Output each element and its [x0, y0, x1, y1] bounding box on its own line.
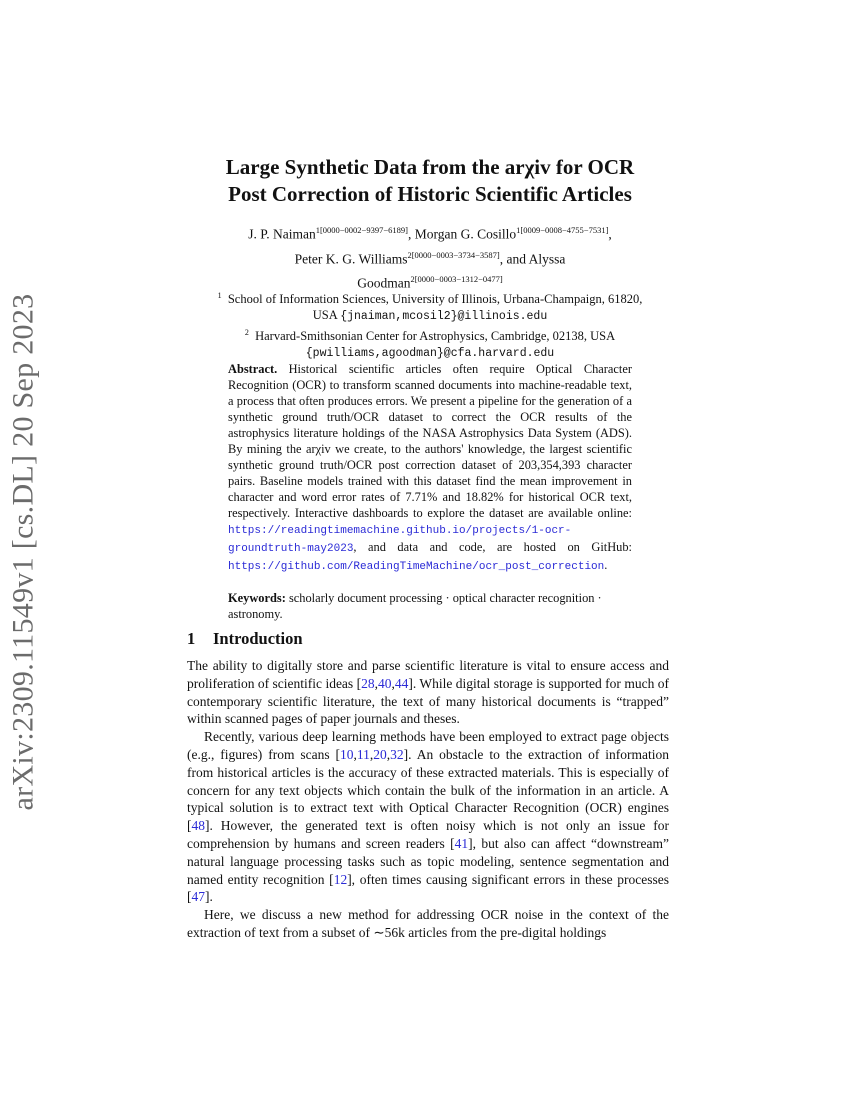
text-run: ]. While digital storage is supported for much of contemporary scientific literature, the text of many historical documents is “trapped” within scanned pages of paper journals and theses. — [187, 675, 669, 727]
abstract-text-end: . — [604, 558, 608, 572]
arxiv-identifier-stamp — [3, 292, 43, 812]
author-name: J. P. Naiman — [248, 226, 316, 242]
text-run: ], often times causing significant errors in these processes [ — [187, 871, 669, 905]
text-run: The ability to digitally store and parse scientific literature is vital to ensure access and proliferation of scientific ideas [ — [187, 658, 669, 691]
text-run: Here, we discuss a new method for addressing OCR noise in the context of the extraction of text from a subset of ∼56k articles from the pre-digital holdings — [187, 907, 669, 940]
text-run: Recently, various deep learning methods have been employed to extract page objects (e.g., figures) from scans [ — [187, 729, 669, 762]
section-number: 1 — [187, 629, 196, 648]
citation-link[interactable]: 47 — [191, 889, 205, 905]
citation-link[interactable]: 12 — [333, 871, 348, 887]
text-run: ]. An obstacle to the extraction of information from historical articles is the accuracy of these extracted materials. This is especially of concern for any text objects which contain the bulk of the information in an article. A typical solution is to extract text with Optical Character Recognition (OCR) engines [ — [187, 746, 669, 834]
abstract-text-middle: , and data and code, are hosted on GitHub: — [353, 540, 632, 554]
abstract-label: Abstract. — [228, 362, 278, 376]
affiliation-text: Harvard-Smithsonian Center for Astrophysics, Cambridge, 02138, USA — [255, 329, 616, 344]
abstract-text: Historical scientific articles often require Optical Character Recognition (OCR) to transform scanned documents into machine-readable text, a process that often produces errors. We present a pipeline for the generation of a synthetic ground truth/OCR dataset to correct the OCR results of the astrophysics literature holdings of the NASA Astrophysics Data System (ADS). By mining the arχiv we create, to the authors' knowledge, the largest scientific synthetic ground truth/OCR post correction dataset of 203,354,393 character pairs. Baseline models trained with this dataset find the mean improvement in character and word error rates of 7.71% and 18.82% for historical OCR text, respectively. Interactive dashboards to explore the dataset are available online: — [228, 362, 632, 520]
author-orcid: 1[0009−0008−4755−7531] — [516, 225, 609, 235]
section-title: Introduction — [213, 629, 303, 648]
author-name: Goodman — [357, 275, 411, 291]
paper-title — [150, 154, 710, 208]
title-line-2: Post Correction of Historic Scientific Articles — [228, 182, 632, 206]
paragraph: The ability to digitally store and parse scientific literature is vital to ensure access and proliferation of scientific ideas [28,40,44]. While digital storage is supported for much of contemporary scientific literature, the text of many historical documents is “trapped” within scanned pages of paper journals and theses. — [187, 658, 669, 727]
author-separator: , and Alyssa — [499, 251, 566, 266]
title-line-1: Large Synthetic Data from the arχiv for OCR — [225, 155, 635, 179]
affiliation-mark: 2 — [244, 328, 249, 338]
author-list: J. P. Naiman$^{1[0000-0002-9397-6189]}$, Morgan G. Cosillo$^{1[0009-0008-4755-7531]}$, Peter K. G. Williams$^{2[0000-0003-3734-3587]}$, and Alyssa Goodman$^{2[0000-0003-1312-0477]}$ — [248, 225, 612, 291]
text-run: ]. However, the generated text is often noisy which is not only an issue for comprehension by humans and screen readers [ — [187, 818, 669, 851]
author-email: {pwilliams,agoodman}@cfa.harvard.edu — [305, 347, 555, 361]
author-orcid: 2[0000−0003−1312−0477] — [410, 274, 503, 284]
citation-link[interactable]: 20 — [373, 746, 387, 762]
citation-link[interactable]: 48 — [191, 818, 205, 834]
citation-link[interactable]: 10 — [340, 746, 354, 762]
author-name: Peter K. G. Williams — [294, 251, 408, 266]
affiliation-1 — [186, 288, 674, 325]
author-orcid: 2[0000−0003−3734−3587] — [407, 249, 500, 260]
keywords — [228, 590, 632, 622]
author-email: {jnaiman,mcosil2}@illinois.edu — [340, 310, 548, 324]
citation-link[interactable]: 28 — [361, 675, 375, 691]
citation-link[interactable]: 41 — [454, 835, 469, 851]
keywords-label: Keywords: — [228, 591, 286, 605]
arxiv-id-text: arXiv:2309.11549v1 [cs.DL] 20 Sep 2023 — [6, 293, 40, 811]
github-link[interactable]: https://github.com/ReadingTimeMachine/ocr_post_correction — [228, 561, 605, 573]
affiliation-mark: 1 — [217, 291, 222, 300]
author-orcid: 1[0000−0002−9397−6189] — [315, 225, 408, 235]
affiliation-text: School of Information Sciences, University of Illinois, Urbana-Champaign, 61820, — [227, 292, 643, 307]
author-name: Morgan G. Cosillo — [414, 226, 517, 242]
text-run: ], but also can affect “downstream” natural language processing tasks such as topic modeling, sentence segmentation and named entity recognition [ — [187, 835, 670, 887]
affiliation-2 — [186, 325, 674, 362]
abstract — [228, 361, 632, 575]
affiliations — [186, 288, 674, 362]
keywords-text: scholarly document processing · optical character recognition · astronomy. — [228, 591, 602, 621]
dashboard-link[interactable]: https://readingtimemachine.github.io/projects/1-ocr-groundtruth-may2023 — [228, 525, 572, 555]
citation-link[interactable]: 32 — [390, 746, 404, 762]
paragraph: Recently, various deep learning methods have been employed to extract page objects (e.g., figures) from scans [10,11,20,32]. An obstacle to the extraction of information from historical articles is the accuracy of these extracted materials. This is especially of concern for any text objects which contain the bulk of the information in an article. A typical solution is to extract text with Optical Character Recognition (OCR) engines [48]. However, the generated text is often noisy which is not only an issue for comprehension by humans and screen readers [41], but also can affect “downstream” natural language processing tasks such as topic modeling, sentence segmentation and named entity recognition [12], often times causing significant errors in these processes [47]. — [187, 729, 670, 905]
citation-link[interactable]: 40 — [377, 675, 392, 691]
affiliation-text: USA — [312, 308, 341, 323]
text-run: ]. — [205, 889, 213, 905]
citation-link[interactable]: 11 — [356, 746, 370, 762]
citation-link[interactable]: 44 — [394, 675, 409, 691]
body-text — [187, 657, 669, 942]
section-heading — [187, 629, 303, 649]
paragraph — [187, 906, 669, 942]
